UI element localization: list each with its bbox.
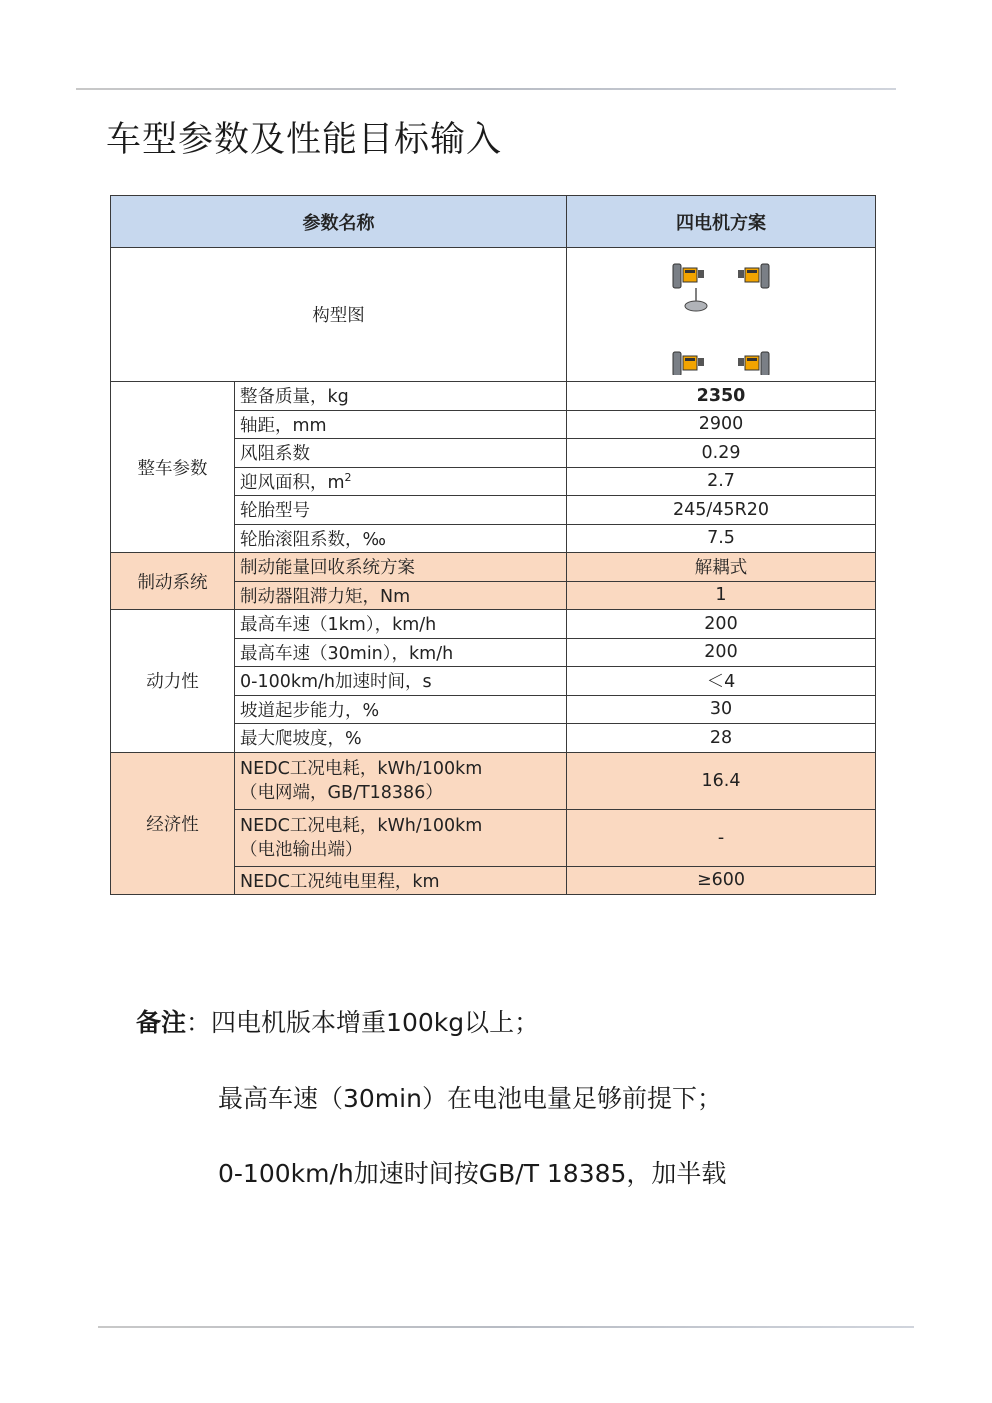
param-name: NEDC工况纯电里程，km xyxy=(235,866,567,895)
table-row xyxy=(111,382,876,411)
param-name: 轮胎型号 xyxy=(235,496,567,525)
param-value: 0.29 xyxy=(567,439,876,468)
note-line-2: 最高车速（30min）在电池电量足够前提下； xyxy=(218,1084,722,1113)
note-text-1: 四电机版本增重100kg以上； xyxy=(211,1008,540,1037)
group-economy: 经济性 xyxy=(111,752,235,895)
param-name: 最大爬坡度，% xyxy=(235,724,567,753)
four-motor-layout-diagram-icon xyxy=(661,250,781,375)
param-name-base: 迎风面积，m xyxy=(240,472,345,493)
param-value: 16.4 xyxy=(567,752,876,809)
table-row xyxy=(111,610,876,639)
param-name: 轮胎滚阻系数，‰ xyxy=(235,524,567,553)
param-value: - xyxy=(567,809,876,866)
four-motor-layout-diagram-icon xyxy=(567,248,876,382)
param-value: 1 xyxy=(567,581,876,610)
param-name-sup: 2 xyxy=(344,470,352,484)
notes-label: 备注 xyxy=(136,1008,187,1037)
param-value: 7.5 xyxy=(567,524,876,553)
param-name: 坡道起步能力，% xyxy=(235,695,567,724)
param-value: 200 xyxy=(567,638,876,667)
param-name-line1: NEDC工况电耗，kWh/100km xyxy=(240,815,483,836)
header-param-name: 参数名称 xyxy=(111,196,567,248)
param-name: 制动能量回收系统方案 xyxy=(235,553,567,582)
param-value: 2350 xyxy=(567,382,876,411)
top-divider xyxy=(76,88,896,90)
param-name-line2: （电网端，GB/T18386） xyxy=(240,782,443,803)
bottom-divider xyxy=(98,1326,914,1328)
table-row xyxy=(111,553,876,582)
param-name: 0-100km/h加速时间，s xyxy=(235,667,567,696)
table-header-row xyxy=(111,196,876,248)
param-value: 200 xyxy=(567,610,876,639)
param-value: 2.7 xyxy=(567,467,876,496)
param-value: ＜4 xyxy=(567,667,876,696)
front-axle-icon xyxy=(673,264,769,288)
param-value: 解耦式 xyxy=(567,553,876,582)
param-name: 轴距，mm xyxy=(235,410,567,439)
param-value: 28 xyxy=(567,724,876,753)
param-value: 245/45R20 xyxy=(567,496,876,525)
param-name: 最高车速（1km），km/h xyxy=(235,610,567,639)
config-diagram-label: 构型图 xyxy=(111,248,567,382)
param-name xyxy=(235,809,567,866)
group-brake-system: 制动系统 xyxy=(111,553,235,610)
param-name xyxy=(235,752,567,809)
header-four-motor: 四电机方案 xyxy=(567,196,876,248)
notes-separator: ： xyxy=(186,1008,212,1037)
param-value: ≥600 xyxy=(567,866,876,895)
note-line-1 xyxy=(136,1003,539,1039)
param-name: 制动器阻滞力矩，Nm xyxy=(235,581,567,610)
param-name: 最高车速（30min），km/h xyxy=(235,638,567,667)
diagram-row xyxy=(111,248,876,382)
note-line-3: 0-100km/h加速时间按GB/T 18385，加半载 xyxy=(218,1159,727,1188)
group-power-performance: 动力性 xyxy=(111,610,235,753)
param-name: 整备质量，kg xyxy=(235,382,567,411)
param-name-line2: （电池输出端） xyxy=(240,839,363,860)
param-name: 风阻系数 xyxy=(235,439,567,468)
rear-axle-icon xyxy=(673,352,769,375)
param-name xyxy=(235,467,567,496)
group-vehicle-params: 整车参数 xyxy=(111,382,235,553)
param-name-line1: NEDC工况电耗，kWh/100km xyxy=(240,758,483,779)
param-value: 2900 xyxy=(567,410,876,439)
page-title: 车型参数及性能目标输入 xyxy=(106,120,503,160)
param-value: 30 xyxy=(567,695,876,724)
table-row xyxy=(111,752,876,809)
parameter-table xyxy=(110,195,876,895)
